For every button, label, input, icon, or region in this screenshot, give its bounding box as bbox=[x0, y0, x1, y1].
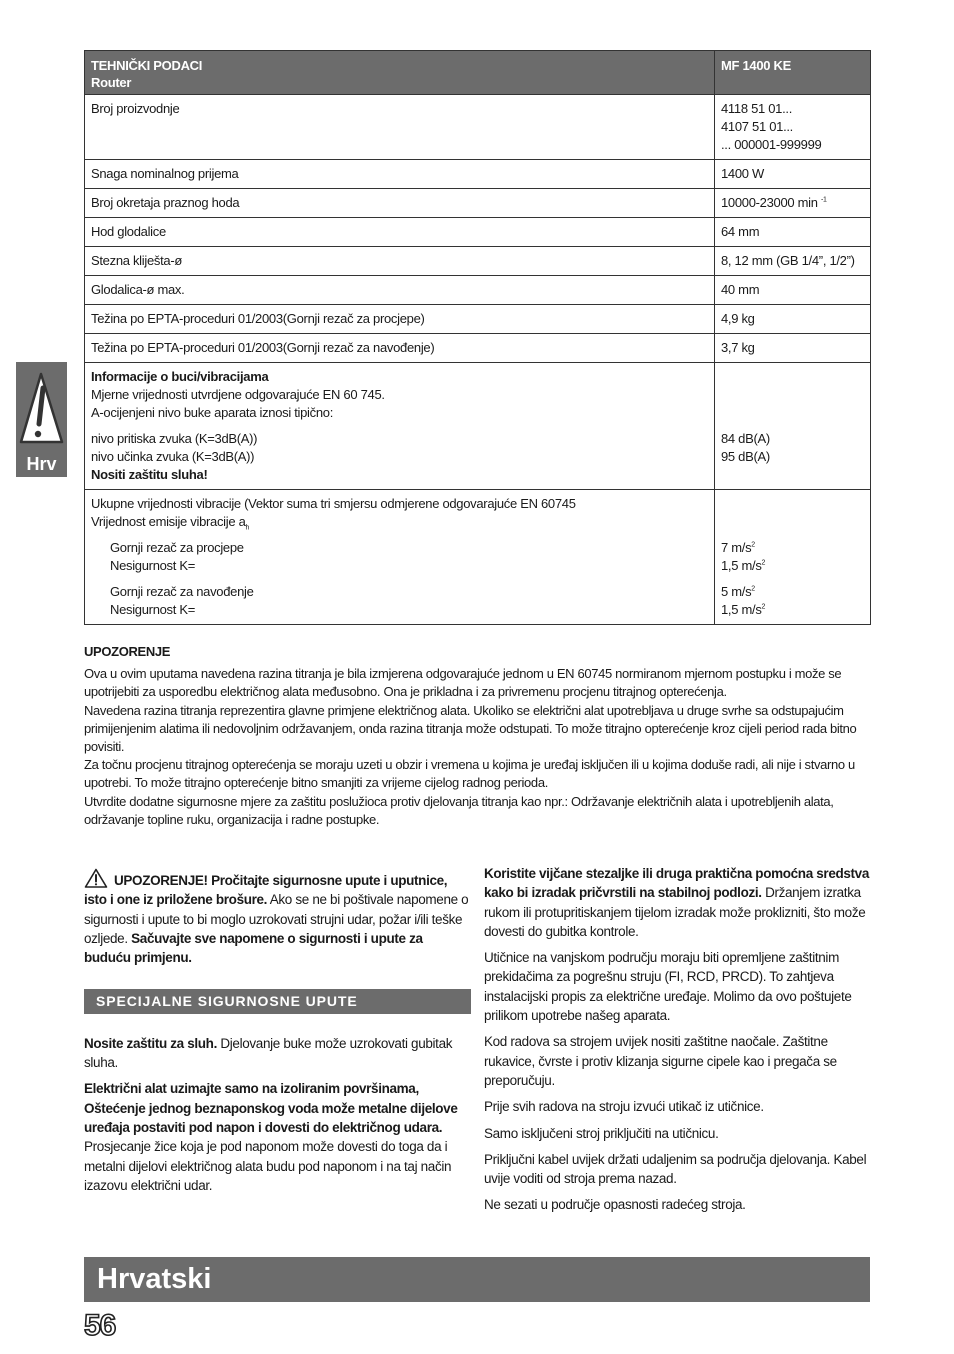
vibration-value-cell bbox=[721, 601, 864, 619]
production-values bbox=[715, 95, 871, 160]
noise-title: Informacije o buci/vibracijama bbox=[91, 369, 269, 384]
noise-values-cell bbox=[715, 363, 871, 490]
vibration-group-label: Gornji rezač za navođenje bbox=[110, 584, 254, 599]
right-column bbox=[484, 864, 872, 1222]
table-row bbox=[85, 189, 871, 218]
row-label: Stezna kliješta-ø bbox=[85, 247, 715, 276]
technical-data-table bbox=[84, 50, 871, 625]
safety-paragraph: Kod radova sa strojem uvijek nositi zaštitne naočale. Zaštitne rukavice, čvrste i protiv klizanja sigurne cipele kao i pregača se preporučuju. bbox=[484, 1034, 837, 1088]
row-value: 4,9 kg bbox=[715, 305, 871, 334]
row-value-cell bbox=[715, 189, 871, 218]
vibration-value: 5 m/s bbox=[721, 584, 752, 599]
table-row bbox=[85, 334, 871, 363]
row-value: 1400 W bbox=[715, 160, 871, 189]
vibration-info-cell bbox=[85, 490, 715, 625]
warning-paragraph: Navedena razina titranja reprezentira glavne primjene električnog alata. Ukoliko se električni alat upotrebljava u druge svrhe sa odstupajućim primijenjenim alatima ili nedovoljnim održavanjem, onda razina titranja može odstupati. To može titrajno opterećenje kroz cijeli period rada bitno povisiti. bbox=[84, 702, 857, 755]
table-row bbox=[85, 95, 871, 160]
hearing-protection-note: Nositi zaštitu sluha! bbox=[91, 467, 208, 482]
safety-intro-bold: UPOZORENJE! Pročitajte sigurnosne upute i uputnice, isto i one iz priložene brošure. bbox=[84, 873, 448, 908]
table-header-title: TEHNIČKI PODACI bbox=[91, 58, 203, 73]
warning-paragraph: Ova u ovim uputama navedena razina titranja je bila izmjerena odgovarajuće jednom u EN 60745 normiranom mjernom postupku i može se upotrijebiti za usporedbu električnog alata međusobno. Ona je prikladna i za privremenu procjenu titrajnog opterećenja. bbox=[84, 666, 842, 700]
row-label: Snaga nominalnog prijema bbox=[85, 160, 715, 189]
safety-text: Držanjem izratka rukom ili protupritiskanjem tijelom izradak može proklizniti, što može dovesti do gubitka kontrole. bbox=[484, 885, 866, 939]
noise-pressure-label: nivo pritiska zvuka (K=3dB(A)) bbox=[91, 431, 258, 446]
vibration-row bbox=[85, 490, 871, 625]
row-value: 64 mm bbox=[715, 218, 871, 247]
squared-exponent: 2 bbox=[751, 541, 755, 549]
row-label: Hod glodalice bbox=[85, 218, 715, 247]
vibration-subscript: h bbox=[245, 524, 250, 532]
language-footer-bar: Hrvatski bbox=[84, 1257, 870, 1302]
vibration-warning-section bbox=[84, 643, 872, 829]
safety-paragraph bbox=[84, 1079, 471, 1195]
vibration-value: 1,5 m/s bbox=[721, 558, 762, 573]
vibration-values-cell bbox=[715, 490, 871, 625]
noise-power-label: nivo učinka zvuka (K=3dB(A)) bbox=[91, 449, 255, 464]
noise-info-cell bbox=[85, 363, 715, 490]
safety-intro-keep: Sačuvajte sve napomene o sigurnosti i upute za buduću primjenu. bbox=[84, 930, 423, 966]
vibration-value: 7 m/s bbox=[721, 540, 752, 555]
production-value: 4107 51 01... bbox=[721, 119, 793, 134]
table-row bbox=[85, 247, 871, 276]
table-header-row bbox=[85, 51, 871, 95]
row-label: Težina po EPTA-proceduri 01/2003(Gornji rezač za procjepe) bbox=[85, 305, 715, 334]
noise-pressure-value: 84 dB(A) bbox=[721, 431, 770, 446]
safety-bold: Nosite zaštitu za sluh. bbox=[84, 1035, 217, 1051]
section-header: SPECIJALNE SIGURNOSNE UPUTE bbox=[84, 989, 471, 1013]
vibration-value: 1,5 m/s bbox=[721, 602, 762, 617]
production-value: ... 000001-999999 bbox=[721, 137, 822, 152]
table-header-title-cell bbox=[85, 51, 715, 95]
safety-paragraph bbox=[484, 864, 872, 941]
row-label: Broj okretaja praznog hoda bbox=[85, 189, 715, 218]
table-row bbox=[85, 305, 871, 334]
safety-paragraph: Ne sezati u područje opasnosti radećeg stroja. bbox=[484, 1197, 746, 1213]
vibration-line: Ukupne vrijednosti vibracije (Vektor suma tri smjersu odmjerene odgovarajuće EN 60745 bbox=[91, 496, 576, 511]
warning-paragraph: Za točnu procjenu titrajnog opterećenja se moraju uzeti u obzir i vremena u kojima je uređaj isključen ili u kojima doduše radi, ali nije i stvarno u upotrebi. To može titrajno opterećenje bitno smanjiti za vrijeme cijelog radnog perioda. bbox=[84, 757, 855, 791]
production-label: Broj proizvodnje bbox=[85, 95, 715, 160]
vibration-value-cell bbox=[721, 583, 864, 601]
safety-text: Prosjecanje žice koja je pod naponom može dovesti do toga da i metalni dijelovi električnog alata budu pod naponom i na taj način izazovu električni udar. bbox=[84, 1139, 452, 1193]
row-label: Glodalica-ø max. bbox=[85, 276, 715, 305]
safety-paragraph bbox=[84, 1034, 471, 1073]
safety-paragraph: Utičnice na vanjskom području moraju biti opremljene zaštitnim prekidačima za pogrešnu struju (FI, RCD, PRCD). To zahtjeva instalacijski propis za električne uređaje. Molimo da ovo poštujete prilikom upotrebe našeg aparata. bbox=[484, 950, 852, 1024]
warning-triangle-icon bbox=[19, 368, 64, 446]
vibration-line-cell bbox=[91, 513, 708, 531]
row-value-exponent: -1 bbox=[821, 196, 827, 204]
safety-intro-text: Ako se ne bi poštivale napomene o sigurnosti i upute to bi moglo uzrokovati strujni udar, požar i/ili teške ozljede. bbox=[84, 892, 469, 946]
squared-exponent: 2 bbox=[761, 603, 766, 611]
vibration-uncertainty-label: Nesigurnost K= bbox=[110, 602, 196, 617]
safety-bold: Koristite vijčane stezaljke ili druga praktična pomoćna sredstva kako bi izradak pričvrstili na stabilnoj podlozi. bbox=[484, 866, 869, 901]
safety-paragraph: Samo isključeni stroj priključiti na utičnicu. bbox=[484, 1125, 719, 1141]
noise-power-value: 95 dB(A) bbox=[721, 449, 770, 464]
warning-paragraph: Utvrdite dodatne sigurnosne mjere za zaštitu poslužioca protiv djelovanja titranja kao npr.: Održavanje električnih alata i upotrebljenih alata, održavanje topline ruku, organizacija i radne postupke. bbox=[84, 793, 834, 827]
row-value: 3,7 kg bbox=[715, 334, 871, 363]
language-side-tab bbox=[16, 362, 67, 477]
table-header-subtitle: Router bbox=[91, 75, 132, 90]
language-label: Hrv bbox=[26, 454, 57, 474]
table-row bbox=[85, 160, 871, 189]
row-value: 40 mm bbox=[715, 276, 871, 305]
left-column bbox=[84, 868, 471, 1202]
row-label: Težina po EPTA-proceduri 01/2003(Gornji rezač za navođenje) bbox=[85, 334, 715, 363]
row-value: 8, 12 mm (GB 1/4”, 1/2”) bbox=[715, 247, 871, 276]
vibration-group-label: Gornji rezač za procjepe bbox=[110, 540, 244, 555]
vibration-uncertainty-label: Nesigurnost K= bbox=[110, 558, 196, 573]
warning-triangle-icon bbox=[84, 868, 108, 888]
noise-line: A-ocijenjeni nivo buke aparata iznosi tipično: bbox=[91, 405, 334, 420]
row-value: 10000-23000 min bbox=[721, 195, 818, 210]
safety-bold: Električni alat uzimajte samo na izoliranim površinama, Oštećenje jednog beznaponskog voda može metalne dijelove uređaja postaviti pod napon i dovesti do električnog udara. bbox=[84, 1081, 458, 1135]
noise-line: Mjerne vrijednosti utvrdjene odgovarajuće EN 60 745. bbox=[91, 387, 385, 402]
squared-exponent: 2 bbox=[761, 559, 766, 567]
warning-title: UPOZORENJE bbox=[84, 644, 171, 659]
table-header-model: MF 1400 KE bbox=[715, 51, 871, 95]
safety-text: Djelovanje buke može uzrokovati gubitak sluha. bbox=[84, 1035, 453, 1071]
squared-exponent: 2 bbox=[751, 585, 755, 593]
vibration-line: Vrijednost emisije vibracije a bbox=[91, 514, 246, 529]
vibration-value-cell bbox=[721, 557, 864, 575]
table-row bbox=[85, 218, 871, 247]
page-number: 56 bbox=[84, 1309, 116, 1342]
noise-row bbox=[85, 363, 871, 490]
table-row bbox=[85, 276, 871, 305]
safety-intro bbox=[84, 868, 471, 967]
vibration-value-cell bbox=[721, 539, 864, 557]
safety-paragraph: Prije svih radova na stroju izvući utikač iz utičnice. bbox=[484, 1099, 764, 1115]
safety-paragraph: Priključni kabel uvijek držati udaljenim sa područja djelovanja. Kabel uvije voditi od stroja prema nazad. bbox=[484, 1151, 867, 1187]
production-value: 4118 51 01... bbox=[721, 101, 793, 116]
